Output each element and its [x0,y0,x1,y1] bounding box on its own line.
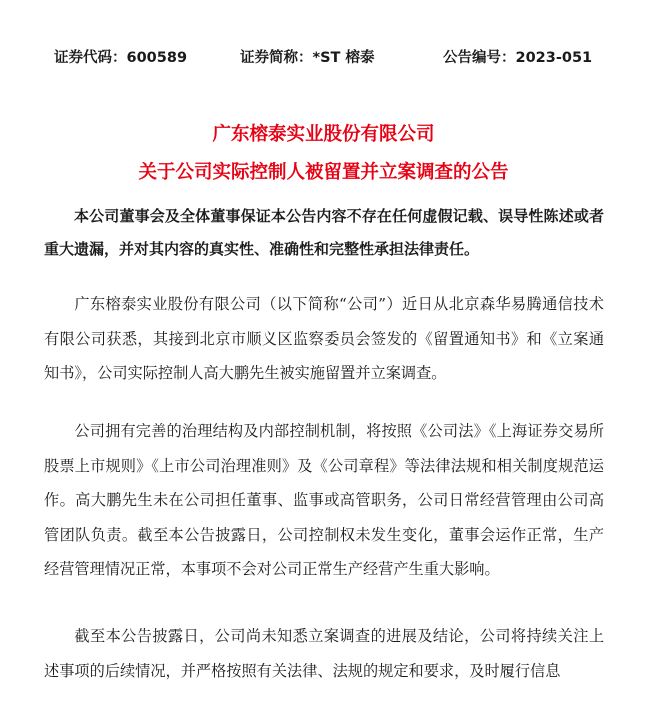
announcement-number: 公告编号：2023-051 [443,50,593,66]
stock-name: 证券简称：*ST 榕泰 [240,50,375,66]
stock-code: 证券代码：600589 [54,50,188,66]
body-paragraph-1: 广东榕泰实业股份有限公司（以下简称“公司”）近日从北京森华易腾通信技术有限公司获悉，其接到北京市顺义区监察委员会签发的《留置通知书》和《立案通知书》，公司实际控制人高大鹏先生被实施留置并立案调查。 [44,295,604,382]
body-paragraph-3: 截至本公告披露日，公司尚未知悉立案调查的进展及结论，公司将持续关注上述事项的后续情况，并严格按照有关法律、法规的规定和要求，及时履行信息 [44,627,604,680]
company-title: 广东榕泰实业股份有限公司 [212,124,435,145]
announcement-header [0,46,647,70]
board-statement: 本公司董事会及全体董事保证本公告内容不存在任何虚假记载、误导性陈述或者重大遗漏，并对其内容的真实性、准确性和完整性承担法律责任。 [44,207,604,258]
body-paragraph-2: 公司拥有完善的治理结构及内部控制机制，将按照《公司法》《上海证券交易所股票上市规则》《上市公司治理准则》及《公司章程》等法律法规和相关制度规范运作。高大鹏先生未在公司担任董事、监事或高管职务，公司日常经营管理由公司高管团队负责。截至本公告披露日，公司控制权未发生变化，董事会运作正常，生产经营管理情况正常，本事项不会对公司正常生产经营产生重大影响。 [44,422,604,578]
announcement-title: 关于公司实际控制人被留置并立案调查的公告 [138,162,509,183]
